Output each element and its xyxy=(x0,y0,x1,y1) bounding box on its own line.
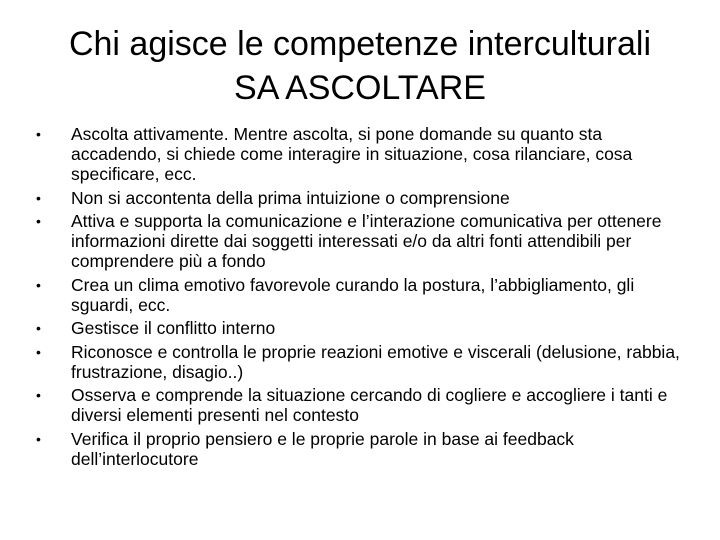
bullet-list xyxy=(34,124,694,472)
bullet-item xyxy=(34,124,694,184)
bullet-text: Osserva e comprende la situazione cercando di cogliere e accogliere i tanti e diversi elementi presenti nel contesto xyxy=(71,385,668,425)
bullet-item xyxy=(34,318,694,338)
bullet-item xyxy=(34,385,694,425)
bullet-dot-icon: • xyxy=(36,126,41,142)
bullet-item xyxy=(34,275,694,315)
bullet-dot-icon: • xyxy=(36,343,41,360)
bullet-item xyxy=(34,188,694,208)
slide-title-line-2: SA ASCOLTARE xyxy=(234,69,486,107)
bullet-text: Riconosce e controlla le proprie reazioni emotive e viscerali (delusione, rabbia, frustrazione, disagio..) xyxy=(71,341,680,382)
bullet-text: Gestisce il conflitto interno xyxy=(71,318,276,338)
bullet-dot-icon: • xyxy=(36,276,41,293)
bullet-text: Ascolta attivamente. Mentre ascolta, si pone domande su quanto sta accadendo, si chiede come interagire in situazione, cosa rilanciare, cosa specificare, ecc. xyxy=(71,124,633,184)
bullet-dot-icon: • xyxy=(36,213,41,229)
bullet-text: Verifica il proprio pensiero e le proprie parole in base ai feedback dell’interlocutore xyxy=(71,428,574,469)
bullet-text: Attiva e supporta la comunicazione e l’interazione comunicativa per ottenere informazioni dirette dai soggetti interessati e/o da altri fonti attendibili per comprendere più a fondo xyxy=(71,211,662,271)
bullet-dot-icon: • xyxy=(36,189,41,206)
bullet-dot-icon: • xyxy=(36,430,41,447)
slide-title xyxy=(36,22,684,110)
bullet-dot-icon: • xyxy=(36,387,41,403)
slide-title-line-1: Chi agisce le competenze interculturali xyxy=(68,25,652,63)
bullet-item xyxy=(34,342,694,382)
bullet-dot-icon: • xyxy=(36,320,41,336)
bullet-item xyxy=(34,429,694,469)
bullet-item xyxy=(34,211,694,271)
bullet-text: Crea un clima emotivo favorevole curando la postura, l’abbigliamento, gli sguardi, ecc. xyxy=(71,274,635,315)
bullet-text: Non si accontenta della prima intuizione o comprensione xyxy=(71,187,510,208)
